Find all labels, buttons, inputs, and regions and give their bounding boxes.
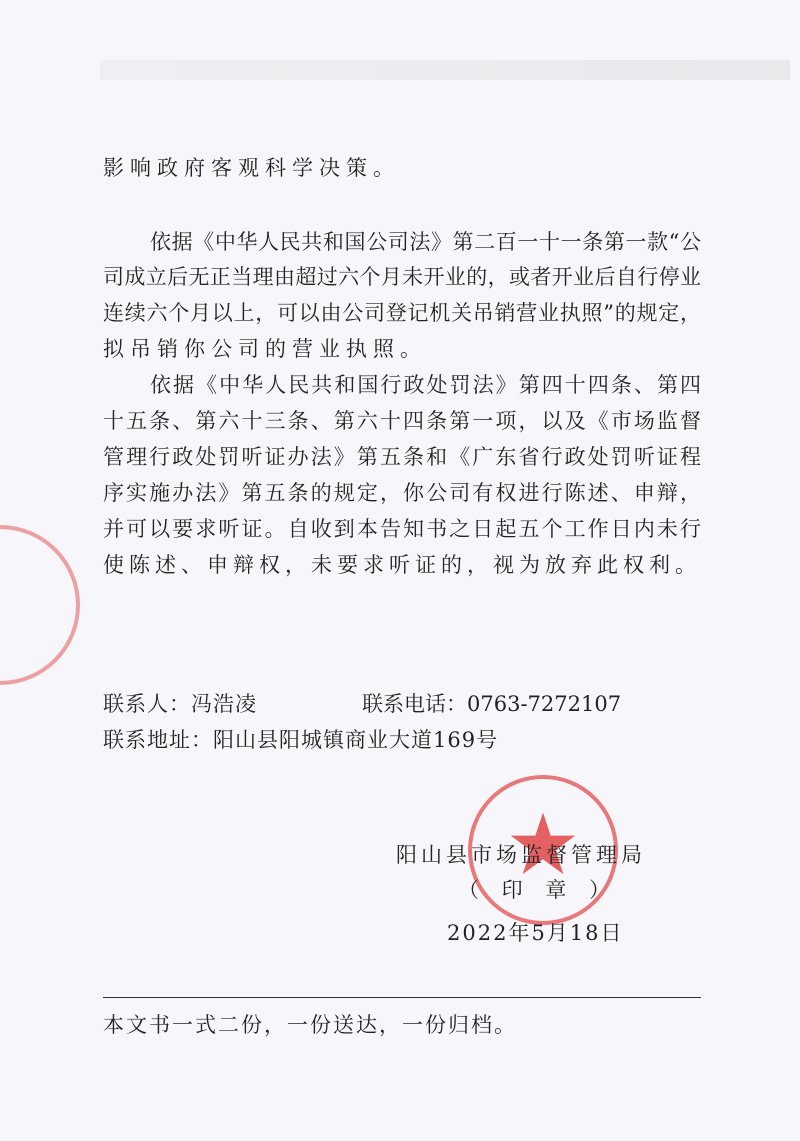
paragraph-line: 拟吊销你公司的营业执照。: [103, 337, 427, 361]
contact-person: 联系人：冯浩凌: [103, 692, 257, 716]
left-stamp-partial: [0, 525, 80, 685]
contact-address: 联系地址：阳山县阳城镇商业大道169号: [103, 728, 499, 752]
paragraph-line: 管理行政处罚听证办法》第五条和《广东省行政处罚听证程: [103, 445, 701, 469]
paragraph-line: 影响政府客观科学决策。: [103, 156, 400, 180]
paragraph-line: 并可以要求听证。自收到本告知书之日起五个工作日内未行: [103, 517, 701, 541]
paragraph-line: 连续六个月以上，可以由公司登记机关吊销营业执照”的规定，: [103, 301, 701, 325]
paragraph-line: 依据《中华人民共和国公司法》第二百一十一条第一款“公: [150, 230, 701, 254]
paragraph-line: 依据《中华人民共和国行政处罚法》第四十四条、第四: [150, 373, 701, 397]
divider: [103, 997, 701, 998]
paragraph-line: 序实施办法》第五条的规定，你公司有权进行陈述、申辩，: [103, 481, 701, 505]
footer-note: 本文书一式二份，一份送达，一份归档。: [103, 1013, 517, 1037]
agency-name: 阳山县市场监督管理局: [396, 843, 646, 867]
paragraph-line: 十五条、第六十三条、第六十四条第一项，以及《市场监督: [103, 409, 701, 433]
paragraph-line: 使陈述、申辩权，未要求听证的，视为放弃此权利。: [103, 553, 701, 577]
seal-note: （ 印 章 ）: [458, 878, 619, 902]
document-date: 2022年5月18日: [447, 921, 624, 945]
scan-bleed: [100, 60, 790, 80]
paragraph-line: 司成立后无正当理由超过六个月未开业的，或者开业后自行停业: [103, 265, 701, 289]
contact-phone: 联系电话：0763-7272107: [362, 692, 622, 716]
